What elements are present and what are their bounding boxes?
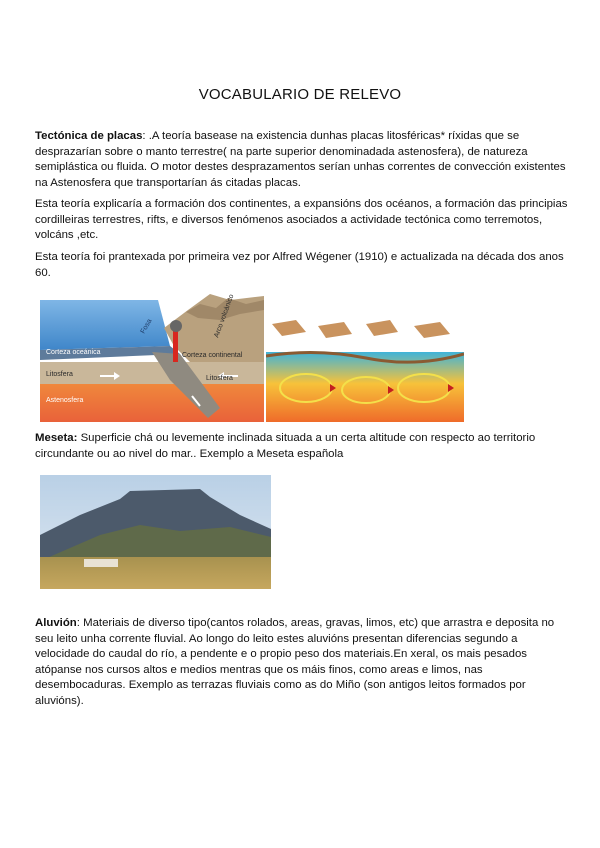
meseta-term: Meseta:	[35, 432, 78, 444]
tectonica-paragraph	[35, 129, 570, 191]
aluvion-paragraph	[35, 616, 570, 709]
meseta-photo	[40, 475, 271, 589]
meseta-paragraph	[35, 431, 570, 462]
page-title: VOCABULARIO DE RELEVO	[198, 86, 402, 103]
subduction-diagram	[40, 290, 264, 422]
convection-diagram	[266, 318, 464, 422]
grassland	[40, 557, 271, 589]
label-astenosfera: Astenosfera	[46, 397, 84, 404]
tectonica-paragraph-3: Esta teoría foi prantexada por primeira vez por Alfred Wégener (1910) e actualizada na década dos anos 60.	[35, 251, 564, 279]
tectonica-term: Tectónica de placas	[35, 130, 143, 142]
label-corteza-oceanica: Corteza oceánica	[46, 349, 101, 356]
mantle-section	[266, 352, 464, 422]
label-corteza-continental: Corteza continental	[182, 352, 243, 359]
volcano-plume	[170, 320, 182, 332]
tectonica-text: : .A teoría basease na existencia dunhas placas litosféricas* ríxidas que se desprazarían sobre o manto terrestre( na parte superior denominadada astenosfera), de natureza semiplástica ou fluida. O motor destes desprazamentos serían unhas correntes de convección existentes na Astenosfera que transportarían ás citadas placas.	[35, 130, 566, 189]
label-litosfera-right: Litosfera	[206, 375, 233, 382]
tectonica-paragraph-2: Esta teoría explicaría a formación dos continentes, a expansións dos océanos, a formación das principias cordilleiras terrestres, rifts, e diversos fenómenos asociados a actividade tectónica como terremotos, volcáns ,etc.	[35, 198, 568, 241]
label-litosfera-left: Litosfera	[46, 371, 73, 378]
label-arco-volcanico: Arco volcánico	[213, 293, 236, 339]
meseta-text: Superficie chá ou levemente inclinada situada a un certa altitude con respecto ao territorio circundante ou ao nivel do mar.. Exemplo a Meseta española	[35, 432, 536, 460]
house	[84, 559, 118, 567]
magma-column	[173, 328, 178, 362]
aluvion-term: Aluvión	[35, 617, 77, 629]
aluvion-text: : Materiais de diverso tipo(cantos rolados, areas, gravas, limos, etc) que arrastra e deposita no seu leito unha corrente fluvial. Ao longo do leito estes aluvións presentan diferencias segundo a velocidade do caudal do río, a pendente e o propio peso dos materiais.En xeral, os mais pesados atópanse nos cursos altos e medios mentras que os máis finos, como areas e limos, nas desembocaduras. Exemplo as terrazas fluviais como as do Miño (son antigos leitos formados por aluvións).	[35, 617, 555, 707]
label-fosa: Fosa	[139, 318, 154, 335]
